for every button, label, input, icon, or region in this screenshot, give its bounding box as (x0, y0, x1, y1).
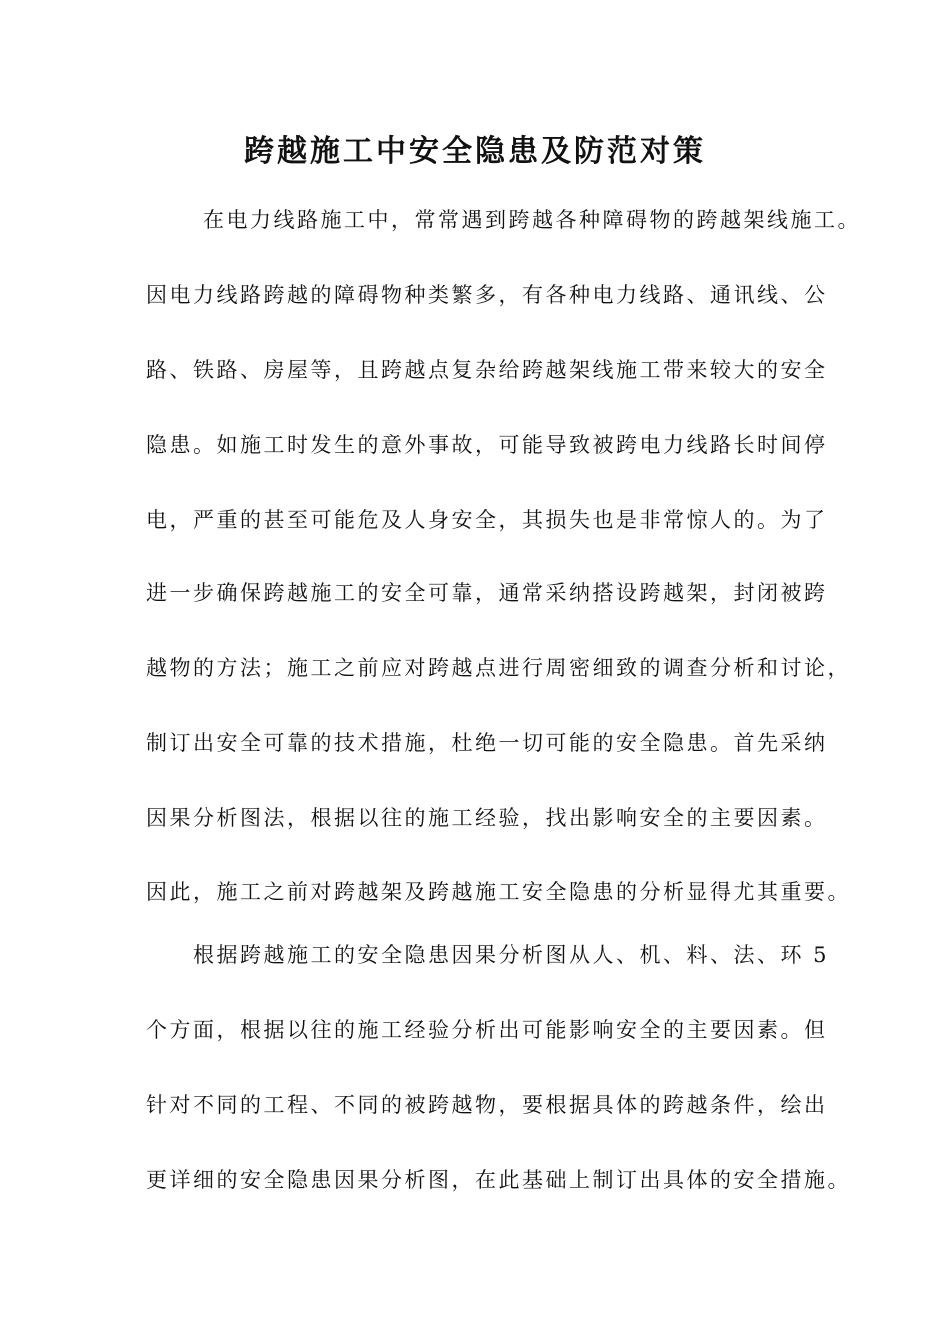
paragraph-1-line-5: 电，严重的甚至可能危及人身安全，其损失也是非常惊人的。为了 (146, 508, 828, 532)
paragraph-1-line-2: 因电力线路跨越的障碍物种类繁多，有各种电力线路、通讯线、公 (146, 283, 828, 307)
paragraph-1-line-4: 隐患。如施工时发生的意外事故，可能导致被跨电力线路长时间停 (146, 433, 828, 457)
paragraph-2-line-1: 根据跨越施工的安全隐患因果分析图从人、机、料、法、环 5 (193, 943, 830, 967)
paragraph-1-line-6: 进一步确保跨越施工的安全可靠，通常采纳搭设跨越架，封闭被跨 (146, 581, 828, 605)
document-title: 跨越施工中安全隐患及防范对策 (244, 134, 706, 169)
paragraph-1-line-10: 因此，施工之前对跨越架及跨越施工安全隐患的分析显得尤其重要。 (146, 880, 851, 904)
paragraph-1-line-3: 路、铁路、房屋等，且跨越点复杂给跨越架线施工带来较大的安全 (146, 358, 828, 382)
paragraph-1-line-7: 越物的方法；施工之前应对跨越点进行周密细致的调查分析和讨论， (146, 656, 851, 680)
paragraph-1-line-8: 制订出安全可靠的技术措施，杜绝一切可能的安全隐患。首先采纳 (146, 731, 828, 755)
paragraph-2-line-3: 针对不同的工程、不同的被跨越物，要根据具体的跨越条件，绘出 (146, 1093, 828, 1117)
paragraph-1-line-1: 在电力线路施工中，常常遇到跨越各种障碍物的跨越架线施工。 (203, 208, 861, 232)
paragraph-1-line-9: 因果分析图法，根据以往的施工经验，找出影响安全的主要因素。 (146, 806, 828, 830)
paragraph-2-line-2: 个方面，根据以往的施工经验分析出可能影响安全的主要因素。但 (146, 1018, 828, 1042)
paragraph-2-line-4: 更详细的安全隐患因果分析图，在此基础上制订出具体的安全措施。 (146, 1168, 851, 1192)
